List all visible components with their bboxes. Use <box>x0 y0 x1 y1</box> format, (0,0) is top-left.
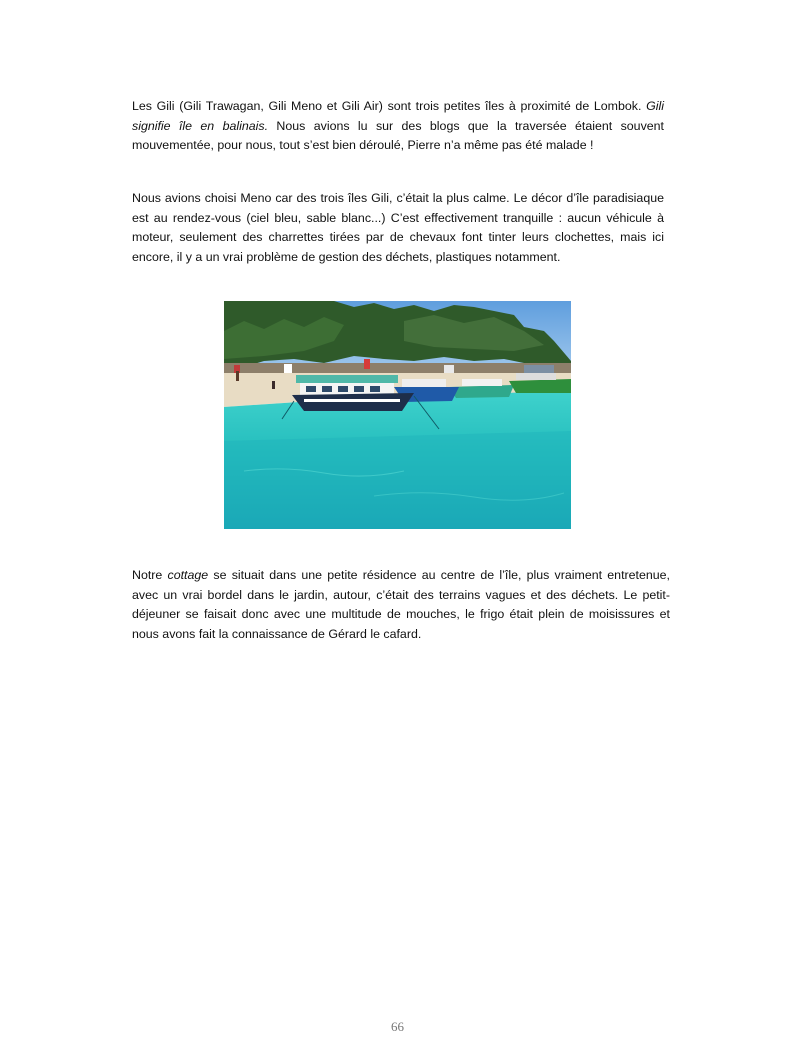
paragraph-gili-intro <box>132 97 664 156</box>
italic-text: Gili signifie île en balinais. <box>132 99 664 133</box>
paragraph-meno <box>132 189 664 267</box>
page-number: 66 <box>391 1019 404 1034</box>
paragraph-text: Nous avions lu sur des blogs que la traversée étaient souvent mouvementée, pour nous, tout s’est bien déroulé, Pierre n’a même pas été malade ! <box>132 118 664 153</box>
beach-boats-photo <box>224 301 571 529</box>
paragraph-cottage <box>132 566 670 644</box>
paragraph-text: Les Gili (Gili Trawagan, Gili Meno et Gili Air) sont trois petites îles à proximité de Lombok. <box>132 99 647 113</box>
paragraph-text: Notre <box>132 568 168 582</box>
italic-text: cottage <box>167 568 209 582</box>
paragraph-text: se situait dans une petite résidence au centre de l’île, plus vraiment entretenue, avec un vrai bordel dans le jardin, autour, c’était des terrains vagues et des déchets. Le petit-déjeuner se faisait donc avec une multitude de mouches, le frigo était plein de moisissures et nous avons fait la connaissance de Gérard le cafard. <box>132 568 670 641</box>
paragraph-text: Nous avions choisi Meno car des trois îles Gili, c’était la plus calme. Le décor d’île paradisiaque est au rendez-vous (ciel bleu, sable blanc...) C’est effectivement tranquille : aucun véhicule à moteur, seulement des charrettes tirées par de chevaux font tinter leurs clochettes, mais ici encore, il y a un vrai problème de gestion des déchets, plastiques notamment. <box>132 191 664 264</box>
